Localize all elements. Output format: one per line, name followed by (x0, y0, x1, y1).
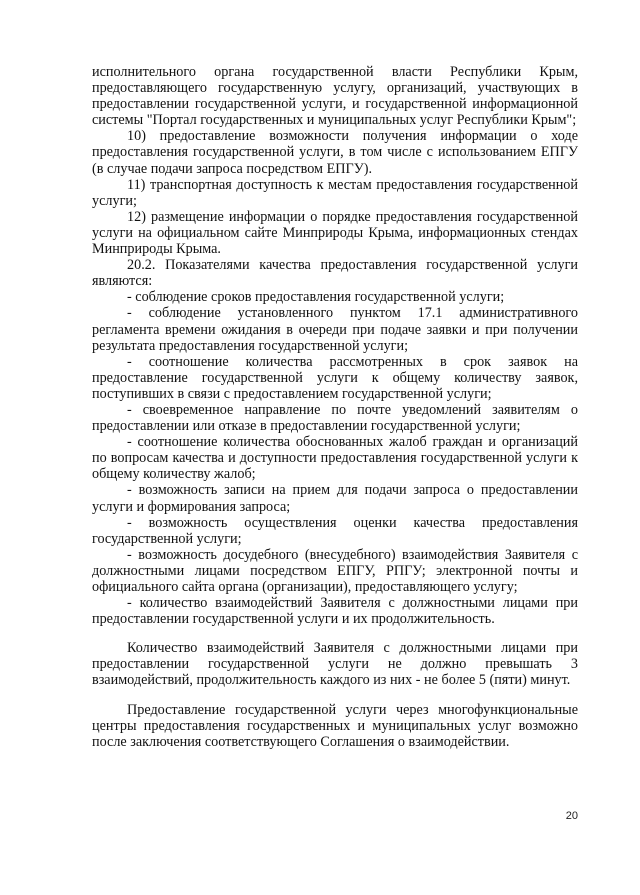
bullet-item: - возможность записи на прием для подачи запроса о предоставлении услуги и формирования запроса; (92, 482, 578, 515)
list-item-12: 12) размещение информации о порядке предоставления государственной услуги на официальном сайте Минприроды Крыма, информационных стендах Минприроды Крыма. (92, 208, 578, 258)
bullet-item: - возможность досудебного (внесудебного) взаимодействия Заявителя с должностными лицами посредством ЕПГУ, РПГУ; электронной почты и официального сайта органа (организации), предоставляющего услугу; (92, 546, 578, 595)
bullet-item: - соблюдение установленного пунктом 17.1 административного регламента времени ожидания в очереди при подаче заявки и при получении результата предоставления государственной услуги; (92, 305, 578, 354)
interaction-count-paragraph: Количество взаимодействий Заявителя с должностными лицами при предоставлении государственной услуги не должно превышать 3 взаимодействий, продолжительность каждого из них - не более 5 (пяти) минут. (92, 640, 578, 689)
paragraph-continuation: исполнительного органа государственной власти Республики Крым, предоставляющего государственную услугу, организаций, участвующих в предоставлении государственной услуги, и государственной информационной системы "Портал государственных и муниципальных услуг Республики Крым"; (92, 64, 578, 129)
list-item-10: 10) предоставление возможности получения информации о ходе предоставления государственной услуги, в том числе с использованием ЕПГУ (в случае подачи запроса посредством ЕПГУ). (92, 128, 578, 177)
mfc-paragraph: Предоставление государственной услуги через многофункциональные центры предоставления государственных и муниципальных услуг возможно после заключения соответствующего Соглашения о взаимодействии. (92, 701, 578, 750)
bullet-item: - соотношение количества обоснованных жалоб граждан и организаций по вопросам качества и доступности предоставления государственной услуги к общему количеству жалоб; (92, 434, 578, 483)
bullet-item: - своевременное направление по почте уведомлений заявителям о предоставлении или отказе в предоставлении государственной услуги; (92, 401, 578, 435)
document-body (92, 64, 578, 750)
page-number: 20 (565, 810, 578, 822)
bullet-item: - количество взаимодействий Заявителя с должностными лицами при предоставлении государственной услуги и их продолжительность. (92, 595, 578, 628)
bullet-item: - соблюдение сроков предоставления государственной услуги; (127, 289, 505, 306)
list-item-11: 11) транспортная доступность к местам предоставления государственной услуги; (92, 176, 578, 209)
bullet-item: - соотношение количества рассмотренных в срок заявок на предоставление государственной услуги к общему количеству заявок, поступивших в связи с предоставлением государственной услуги; (92, 353, 578, 402)
section-20-2: 20.2. Показателями качества предоставления государственной услуги являются: (92, 257, 578, 290)
bullet-item: - возможность осуществления оценки качества предоставления государственной услуги; (92, 514, 578, 547)
